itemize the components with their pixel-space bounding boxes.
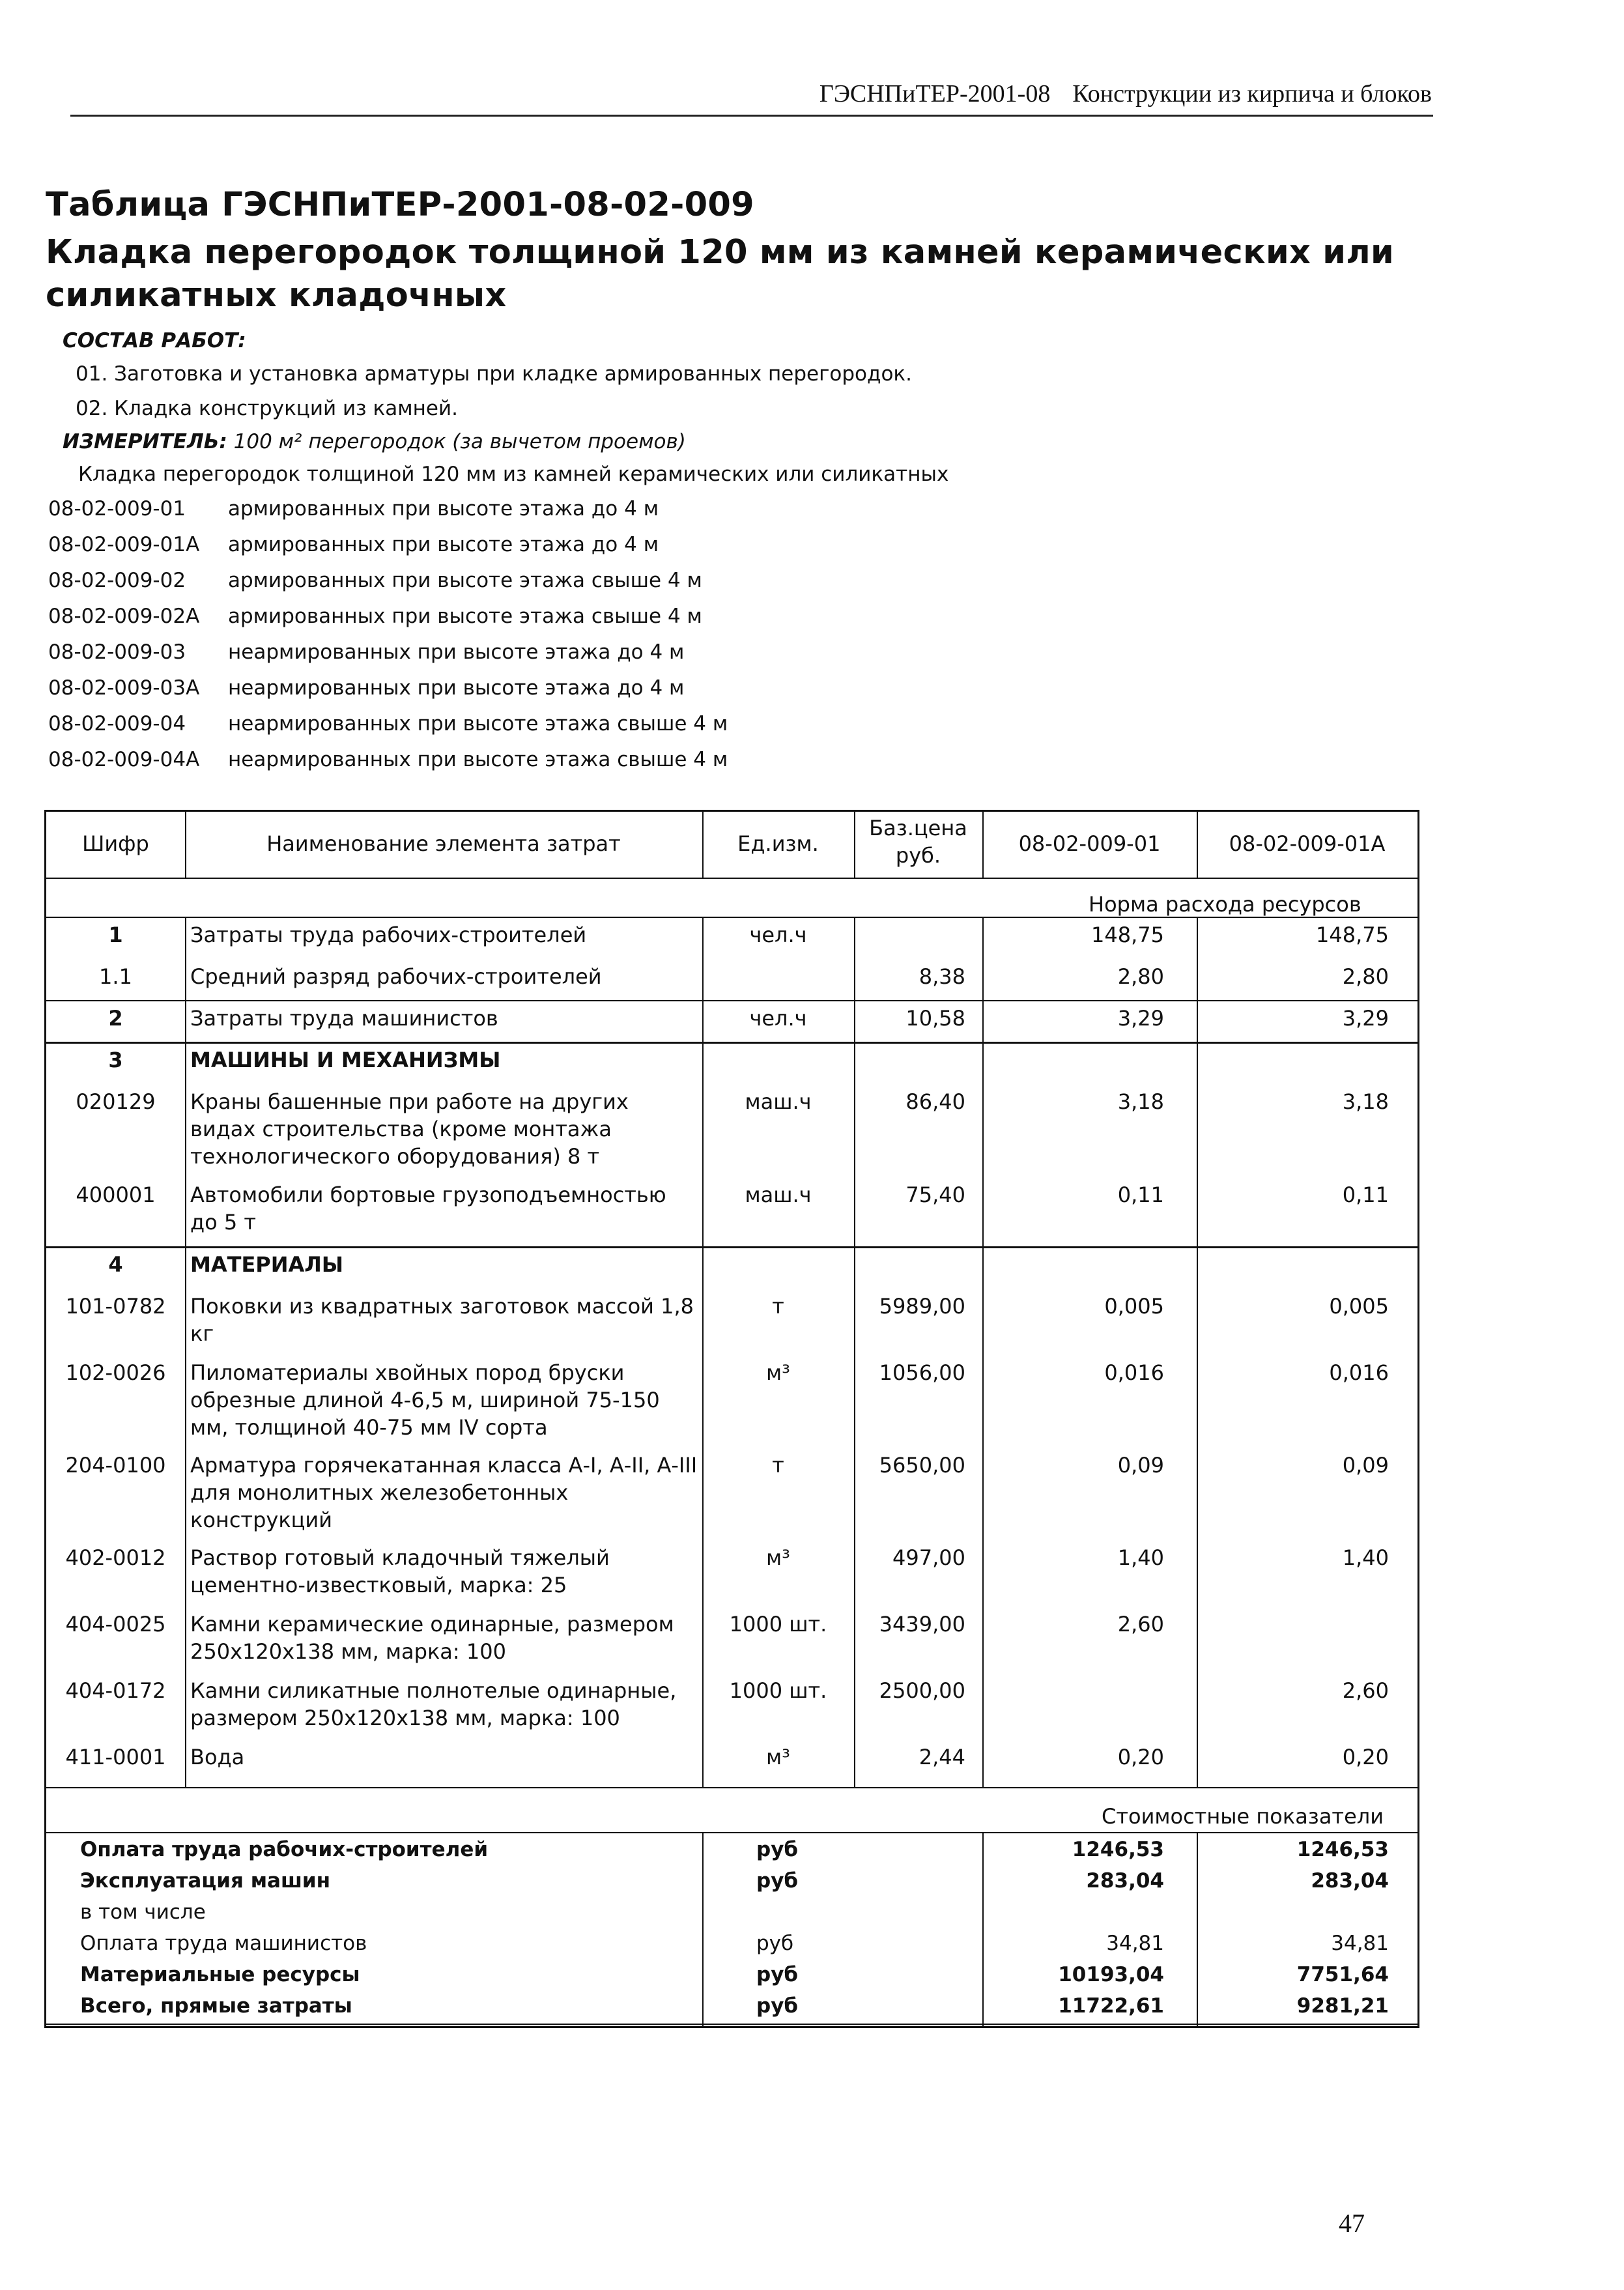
work-composition-label: СОСТАВ РАБОТ: — [63, 329, 246, 352]
row-base-price: 5650,00 — [879, 1453, 965, 1478]
row-cipher: 404-0025 — [65, 1612, 166, 1637]
cost-row-col-1: 11722,61 — [1058, 1994, 1164, 2018]
cost-row-col-2: 7751,64 — [1296, 1963, 1389, 1986]
column-rule — [1197, 917, 1198, 1787]
row-norm-col-1: 3,29 — [1117, 1006, 1164, 1031]
table-subtitle-line-1: Кладка перегородок толщиной 120 мм из камней керамических или — [46, 233, 1395, 272]
row-norm-col-1: 0,11 — [1117, 1182, 1164, 1207]
row-cipher: 402-0012 — [65, 1545, 166, 1570]
row-name: Арматура горячекатанная класса А-I, А-II, А-III для монолитных железобетонных конструкций — [190, 1453, 698, 1532]
row-cipher: 411-0001 — [65, 1745, 166, 1769]
header-name: Наименование элемента затрат — [266, 831, 621, 856]
rule — [46, 2024, 1417, 2025]
row-name: МАШИНЫ И МЕХАНИЗМЫ — [190, 1048, 501, 1072]
row-name: Вода — [190, 1745, 245, 1769]
row-unit: маш.ч — [745, 1089, 812, 1114]
running-header — [70, 77, 1433, 117]
rule — [46, 1042, 1417, 1044]
row-unit: м³ — [766, 1545, 790, 1570]
cost-row-col-2: 283,04 — [1311, 1869, 1389, 1893]
row-base-price: 497,00 — [892, 1545, 965, 1570]
norm-code-description: неармированных при высоте этажа свыше 4 м — [228, 712, 728, 736]
cost-row-col-1: 1246,53 — [1072, 1838, 1164, 1861]
page-number: 47 — [1339, 2209, 1365, 2238]
row-norm-col-2: 0,005 — [1329, 1294, 1389, 1319]
row-norm-col-1: 2,80 — [1117, 964, 1164, 989]
row-base-price: 86,40 — [905, 1089, 965, 1114]
row-norm-col-2: 0,09 — [1342, 1453, 1389, 1478]
cost-row-label: Эксплуатация машин — [80, 1869, 331, 1893]
cost-row-col-2: 9281,21 — [1296, 1994, 1389, 2018]
rule — [46, 1787, 1417, 1788]
row-norm-col-1: 1,40 — [1117, 1545, 1164, 1570]
cost-row-unit: руб — [756, 1869, 799, 1893]
row-norm-col-1: 0,20 — [1117, 1745, 1164, 1769]
cost-row-unit: руб — [756, 1994, 799, 2018]
running-header-series: ГЭСНПиТЕР-2001-08 — [819, 80, 1051, 107]
row-cipher: 020129 — [76, 1089, 156, 1114]
row-unit: м³ — [766, 1360, 790, 1385]
column-rule — [185, 917, 186, 1787]
rule — [46, 1832, 1417, 1833]
rule — [46, 878, 1417, 879]
meter-line — [63, 430, 686, 453]
cost-caption: Стоимостные показатели — [1102, 1804, 1384, 1829]
row-name: Поковки из квадратных заготовок массой 1,8 кг — [190, 1294, 694, 1346]
row-name: Автомобили бортовые грузоподъемностью до 5 т — [190, 1182, 666, 1235]
cost-row-unit: руб — [756, 1838, 799, 1861]
row-base-price: 5989,00 — [879, 1294, 965, 1319]
row-base-price: 3439,00 — [879, 1612, 965, 1637]
norm-code-description: неармированных при высоте этажа до 4 м — [228, 640, 685, 664]
cost-row-unit: руб — [756, 1932, 794, 1955]
norm-code: 08-02-009-02 — [48, 569, 186, 592]
row-norm-col-2: 148,75 — [1316, 923, 1389, 947]
row-cipher: 101-0782 — [65, 1294, 166, 1319]
row-cipher: 3 — [108, 1048, 123, 1072]
header-unit: Ед.изм. — [737, 831, 819, 856]
row-cipher: 400001 — [76, 1182, 156, 1207]
row-name: Камни керамические одинарные, размером 250x120x138 мм, марка: 100 — [190, 1612, 674, 1664]
table-title: Таблица ГЭСНПиТЕР-2001-08-02-009 — [46, 186, 754, 224]
header-cipher: Шифр — [82, 831, 149, 856]
work-item-2: 02. Кладка конструкций из камней. — [76, 397, 458, 420]
row-unit: чел.ч — [749, 923, 807, 947]
row-base-price: 1056,00 — [879, 1360, 965, 1385]
row-norm-col-2: 1,40 — [1342, 1545, 1389, 1570]
norm-code: 08-02-009-04А — [48, 748, 200, 771]
norm-code-description: армированных при высоте этажа свыше 4 м — [228, 605, 702, 628]
cost-row-label: Оплата труда машинистов — [80, 1932, 367, 1955]
row-name: Средний разряд рабочих-строителей — [190, 964, 602, 989]
cost-row-col-1: 34,81 — [1106, 1932, 1164, 1955]
cost-row-label: Оплата труда рабочих-строителей — [80, 1838, 489, 1861]
row-cipher: 4 — [108, 1252, 123, 1277]
row-cipher: 102-0026 — [65, 1360, 166, 1385]
row-norm-col-1: 0,09 — [1117, 1453, 1164, 1478]
header-norm-col-2: 08-02-009-01А — [1229, 831, 1386, 856]
norm-code: 08-02-009-01 — [48, 497, 186, 521]
column-rule — [702, 812, 704, 878]
cost-row-col-1: 10193,04 — [1058, 1963, 1164, 1986]
column-rule — [854, 812, 855, 878]
column-rule — [982, 812, 984, 878]
cost-row-col-1: 283,04 — [1086, 1869, 1164, 1893]
cost-row-col-2: 34,81 — [1331, 1932, 1389, 1955]
norm-code-description: неармированных при высоте этажа до 4 м — [228, 676, 685, 700]
meter-value: 100 м² перегородок (за вычетом проемов) — [233, 430, 686, 453]
row-base-price: 10,58 — [905, 1006, 965, 1031]
rule — [46, 1000, 1417, 1001]
norm-code-description: армированных при высоте этажа до 4 м — [228, 533, 659, 556]
column-rule — [854, 917, 855, 1787]
norm-code: 08-02-009-04 — [48, 712, 186, 736]
row-name: Затраты труда рабочих-строителей — [190, 923, 587, 947]
column-rule — [982, 917, 984, 1787]
header-norm-col-1: 08-02-009-01 — [1018, 831, 1161, 856]
column-rule — [1197, 812, 1198, 878]
row-unit: маш.ч — [745, 1182, 812, 1207]
row-unit: 1000 шт. — [729, 1612, 827, 1637]
rule — [46, 1246, 1417, 1248]
row-cipher: 1 — [108, 923, 123, 947]
column-rule — [702, 917, 704, 1787]
header-base-price: Баз.цена руб. — [869, 816, 967, 868]
row-cipher: 2 — [108, 1006, 123, 1031]
row-norm-col-2: 2,80 — [1342, 964, 1389, 989]
row-name: Затраты труда машинистов — [190, 1006, 498, 1031]
row-norm-col-2: 0,20 — [1342, 1745, 1389, 1769]
row-name: Краны башенные при работе на других видах строительства (кроме монтажа технологического оборудования) 8 т — [190, 1089, 629, 1169]
row-norm-col-1: 148,75 — [1091, 923, 1164, 947]
table-subtitle-line-2: силикатных кладочных — [46, 276, 507, 315]
row-name: Камни силикатные полнотелые одинарные, размером 250x120x138 мм, марка: 100 — [190, 1678, 677, 1730]
resource-table — [44, 810, 1419, 2028]
column-rule — [1197, 1832, 1198, 2026]
norm-code: 08-02-009-03 — [48, 640, 186, 664]
column-rule — [982, 1832, 984, 2026]
row-norm-col-1: 0,005 — [1104, 1294, 1164, 1319]
row-unit: 1000 шт. — [729, 1678, 827, 1703]
row-cipher: 204-0100 — [65, 1453, 166, 1478]
row-norm-col-2: 3,29 — [1342, 1006, 1389, 1031]
row-unit: м³ — [766, 1745, 790, 1769]
cost-row-label: в том числе — [80, 1900, 206, 1924]
cost-row-label: Материальные ресурсы — [80, 1963, 360, 1986]
row-base-price: 2500,00 — [879, 1678, 965, 1703]
row-norm-col-1: 2,60 — [1117, 1612, 1164, 1637]
row-cipher: 404-0172 — [65, 1678, 166, 1703]
row-norm-col-1: 0,016 — [1104, 1360, 1164, 1385]
running-header-section: Конструкции из кирпича и блоков — [1072, 80, 1432, 107]
norm-code: 08-02-009-03А — [48, 676, 200, 700]
cost-row-unit: руб — [756, 1963, 799, 1986]
group-caption: Кладка перегородок толщиной 120 мм из камней керамических или силикатных — [78, 463, 949, 486]
row-name: Пиломатериалы хвойных пород бруски обрезные длиной 4-6,5 м, шириной 75-150 мм, толщиной 40-75 мм IV сорта — [190, 1360, 660, 1440]
row-unit: т — [772, 1294, 784, 1319]
row-norm-col-2: 0,11 — [1342, 1182, 1389, 1207]
row-base-price: 75,40 — [905, 1182, 965, 1207]
norm-code-description: неармированных при высоте этажа свыше 4 м — [228, 748, 728, 771]
norm-caption: Норма расхода ресурсов — [1089, 892, 1361, 917]
row-norm-col-1: 3,18 — [1117, 1089, 1164, 1114]
row-base-price: 2,44 — [919, 1745, 965, 1769]
cost-row-col-2: 1246,53 — [1296, 1838, 1389, 1861]
row-name: Раствор готовый кладочный тяжелый цементно-известковый, марка: 25 — [190, 1545, 610, 1597]
row-unit: чел.ч — [749, 1006, 807, 1031]
row-norm-col-2: 0,016 — [1329, 1360, 1389, 1385]
norm-code-description: армированных при высоте этажа свыше 4 м — [228, 569, 702, 592]
cost-row-label: Всего, прямые затраты — [80, 1994, 352, 2018]
rule — [46, 917, 1417, 918]
norm-code-description: армированных при высоте этажа до 4 м — [228, 497, 659, 521]
column-rule — [702, 1832, 704, 2026]
row-name: МАТЕРИАЛЫ — [190, 1252, 344, 1277]
column-rule — [185, 812, 186, 878]
meter-label: ИЗМЕРИТЕЛЬ: — [63, 430, 227, 453]
row-unit: т — [772, 1453, 784, 1478]
norm-code: 08-02-009-02А — [48, 605, 200, 628]
norm-code: 08-02-009-01А — [48, 533, 200, 556]
work-item-1: 01. Заготовка и установка арматуры при кладке армированных перегородок. — [76, 362, 913, 386]
row-base-price: 8,38 — [919, 964, 965, 989]
row-norm-col-2: 2,60 — [1342, 1678, 1389, 1703]
row-norm-col-2: 3,18 — [1342, 1089, 1389, 1114]
row-cipher: 1.1 — [99, 964, 132, 989]
